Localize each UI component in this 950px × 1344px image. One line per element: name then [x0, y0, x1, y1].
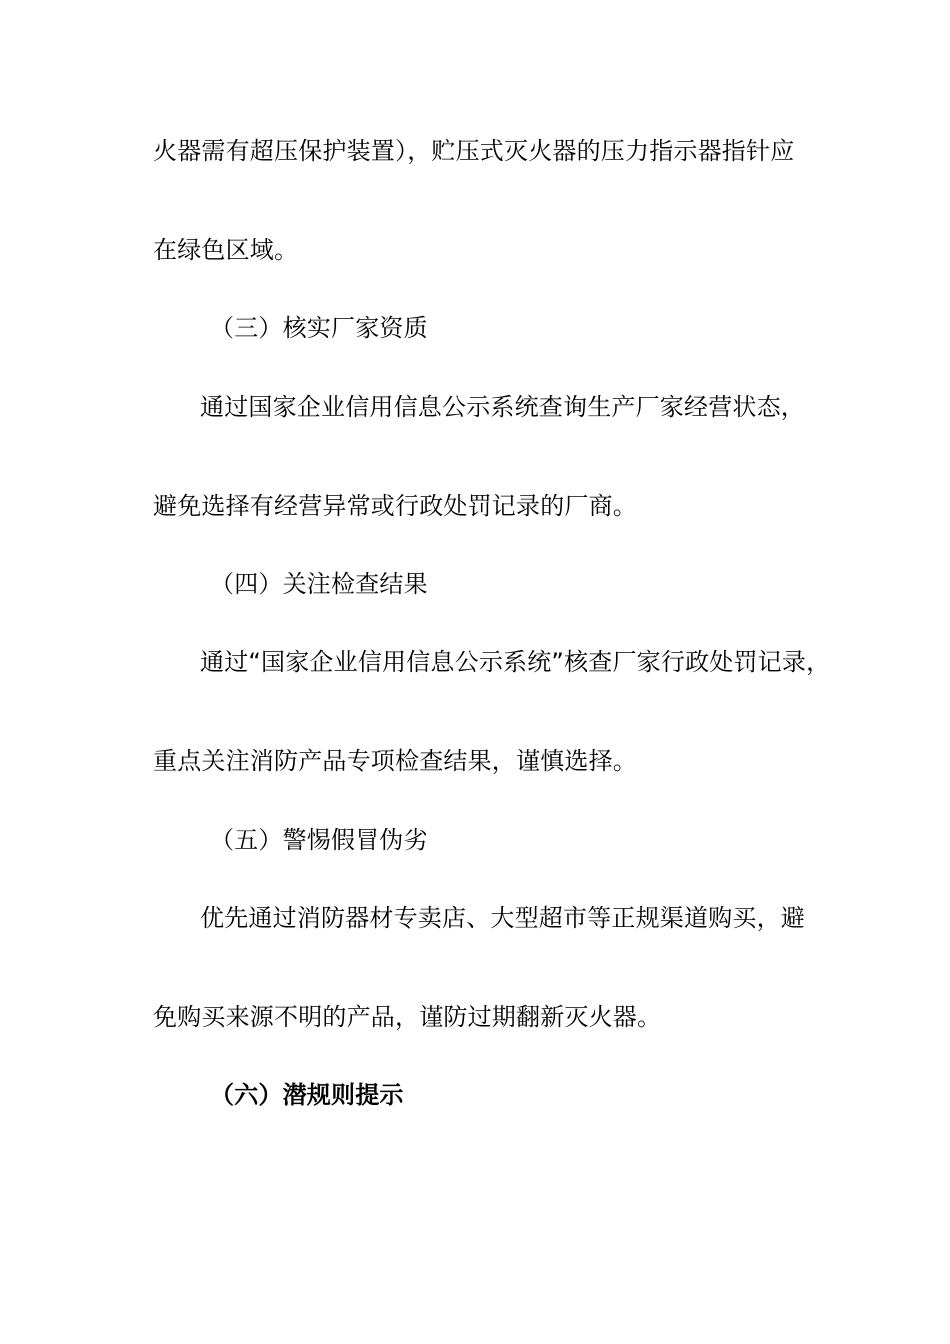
section-heading-4: （四）关注检查结果 — [210, 570, 428, 598]
paragraph-line-8: 重点关注消防产品专项检查结果，谨慎选择。 — [153, 747, 637, 775]
paragraph-line-5: 避免选择有经营异常或行政处罚记录的厂商。 — [153, 492, 637, 520]
paragraph-line-1: 火器需有超压保护装置），贮压式灭火器的压力指示器指针应 — [153, 137, 795, 165]
paragraph-line-4: 通过国家企业信用信息公示系统查询生产厂家经营状态， — [200, 393, 805, 421]
paragraph-line-11: 免购买来源不明的产品，谨防过期翻新灭火器。 — [153, 1003, 662, 1031]
paragraph-line-2: 在绿色区域。 — [153, 236, 299, 264]
section-heading-5: （五）警惕假冒伪劣 — [210, 826, 428, 854]
section-heading-3: （三）核实厂家资质 — [210, 314, 428, 342]
paragraph-line-10: 优先通过消防器材专卖店、大型超市等正规渠道购买，避 — [200, 904, 805, 932]
paragraph-line-7: 通过“国家企业信用信息公示系统”核查厂家行政处罚记录， — [200, 648, 831, 676]
section-heading-6: （六）潜规则提示 — [210, 1081, 404, 1109]
